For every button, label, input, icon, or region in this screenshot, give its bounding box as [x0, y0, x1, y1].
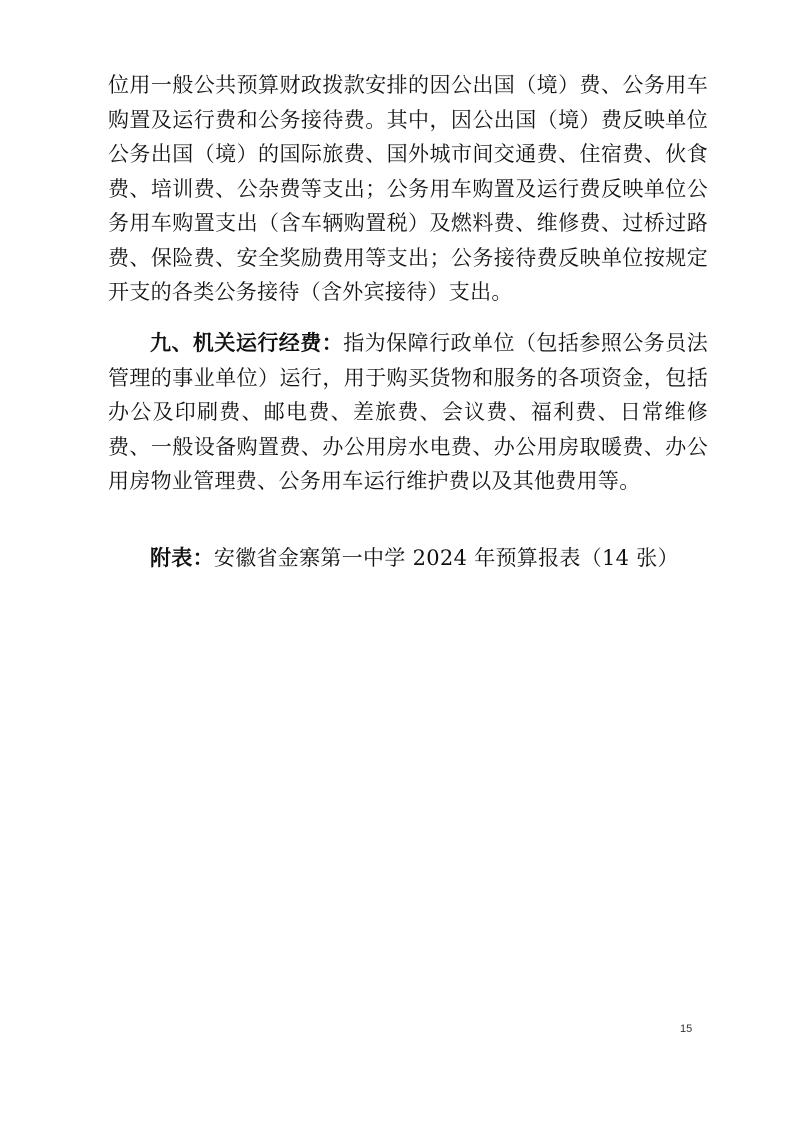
continuation-paragraph: 位用一般公共预算财政拨款安排的因公出国（境）费、公务用车购置及运行费和公务接待费。其中，因公出国（境）费反映单位公务出国（境）的国际旅费、国外城市间交通费、住宿费、伙食费、培训费、公杂费等支出；公务用车购置及运行费反映单位公务用车购置支出（含车辆购置税）及燃料费、维修费、过桥过路费、保险费、安全奖励费用等支出；公务接待费反映单位按规定开支的各类公务接待（含外宾接待）支出。 — [108, 73, 708, 304]
attachment-line — [150, 541, 710, 576]
attachment-text: 安徽省金寨第一中学 2024 年预算报表（14 张） — [213, 546, 679, 570]
item-9-paragraph — [108, 326, 708, 499]
item-9-heading: 九、机关运行经费： — [150, 331, 344, 355]
item-9-body: 指为保障行政单位（包括参照公务员法管理的事业单位）运行，用于购买货物和服务的各项资金，包括办公及印刷费、邮电费、差旅费、会议费、福利费、日常维修费、一般设备购置费、办公用房水电费、办公用房取暖费、办公用房物业管理费、公务用车运行维护费以及其他费用等。 — [108, 331, 708, 493]
attachment-label: 附表： — [150, 546, 214, 570]
page-number: 15 — [680, 1023, 693, 1035]
